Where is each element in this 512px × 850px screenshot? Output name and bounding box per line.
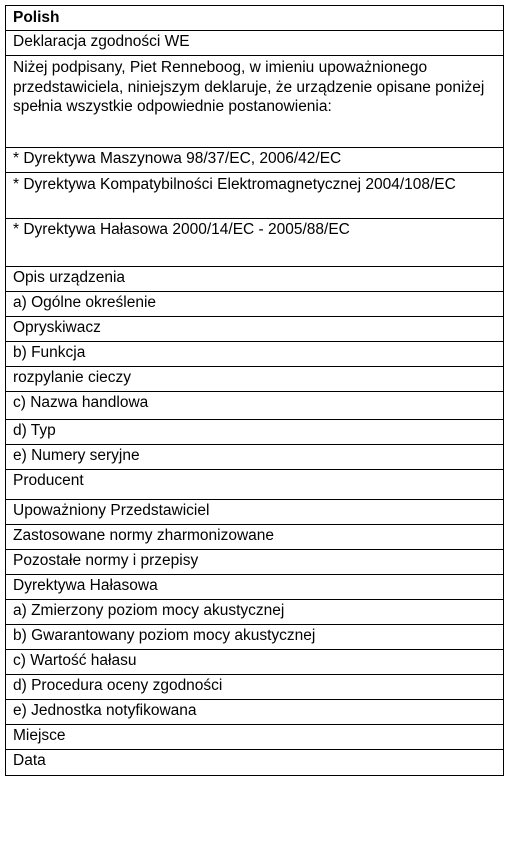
serial-numbers-label: e) Numery seryjne <box>5 444 504 469</box>
function-label: b) Funkcja <box>5 341 504 366</box>
general-designation-label: a) Ogólne określenie <box>5 291 504 316</box>
notified-body-label: e) Jednostka notyfikowana <box>5 699 504 724</box>
language-header: Polish <box>5 5 504 30</box>
manufacturer-label: Producent <box>5 469 504 499</box>
equipment-description-heading: Opis urządzenia <box>5 266 504 291</box>
measured-sound-power-label: a) Zmierzony poziom mocy akustycznej <box>5 599 504 624</box>
place-label: Miejsce <box>5 724 504 749</box>
noise-value-label: c) Wartość hałasu <box>5 649 504 674</box>
general-designation-value: Opryskiwacz <box>5 316 504 341</box>
trade-name-label: c) Nazwa handlowa <box>5 391 504 419</box>
other-standards-label: Pozostałe normy i przepisy <box>5 549 504 574</box>
authorised-representative-label: Upoważniony Przedstawiciel <box>5 499 504 524</box>
directive-machinery: * Dyrektywa Maszynowa 98/37/EC, 2006/42/EC <box>5 147 504 172</box>
guaranteed-sound-power-label: b) Gwarantowany poziom mocy akustycznej <box>5 624 504 649</box>
harmonised-standards-label: Zastosowane normy zharmonizowane <box>5 524 504 549</box>
noise-directive-heading: Dyrektywa Hałasowa <box>5 574 504 599</box>
declaration-title: Deklaracja zgodności WE <box>5 30 504 55</box>
directive-emc: * Dyrektywa Kompatybilności Elektromagnetycznej 2004/108/EC <box>5 172 504 218</box>
date-label: Data <box>5 749 504 776</box>
directive-noise: * Dyrektywa Hałasowa 2000/14/EC - 2005/88/EC <box>5 218 504 266</box>
declaration-table <box>5 5 504 776</box>
declaration-statement: Niżej podpisany, Piet Renneboog, w imieniu upoważnionego przedstawiciela, niniejszym deklaruje, że urządzenie opisane poniżej spełnia wszystkie odpowiednie postanowienia: <box>5 55 504 147</box>
type-label: d) Typ <box>5 419 504 444</box>
conformity-procedure-label: d) Procedura oceny zgodności <box>5 674 504 699</box>
function-value: rozpylanie cieczy <box>5 366 504 391</box>
